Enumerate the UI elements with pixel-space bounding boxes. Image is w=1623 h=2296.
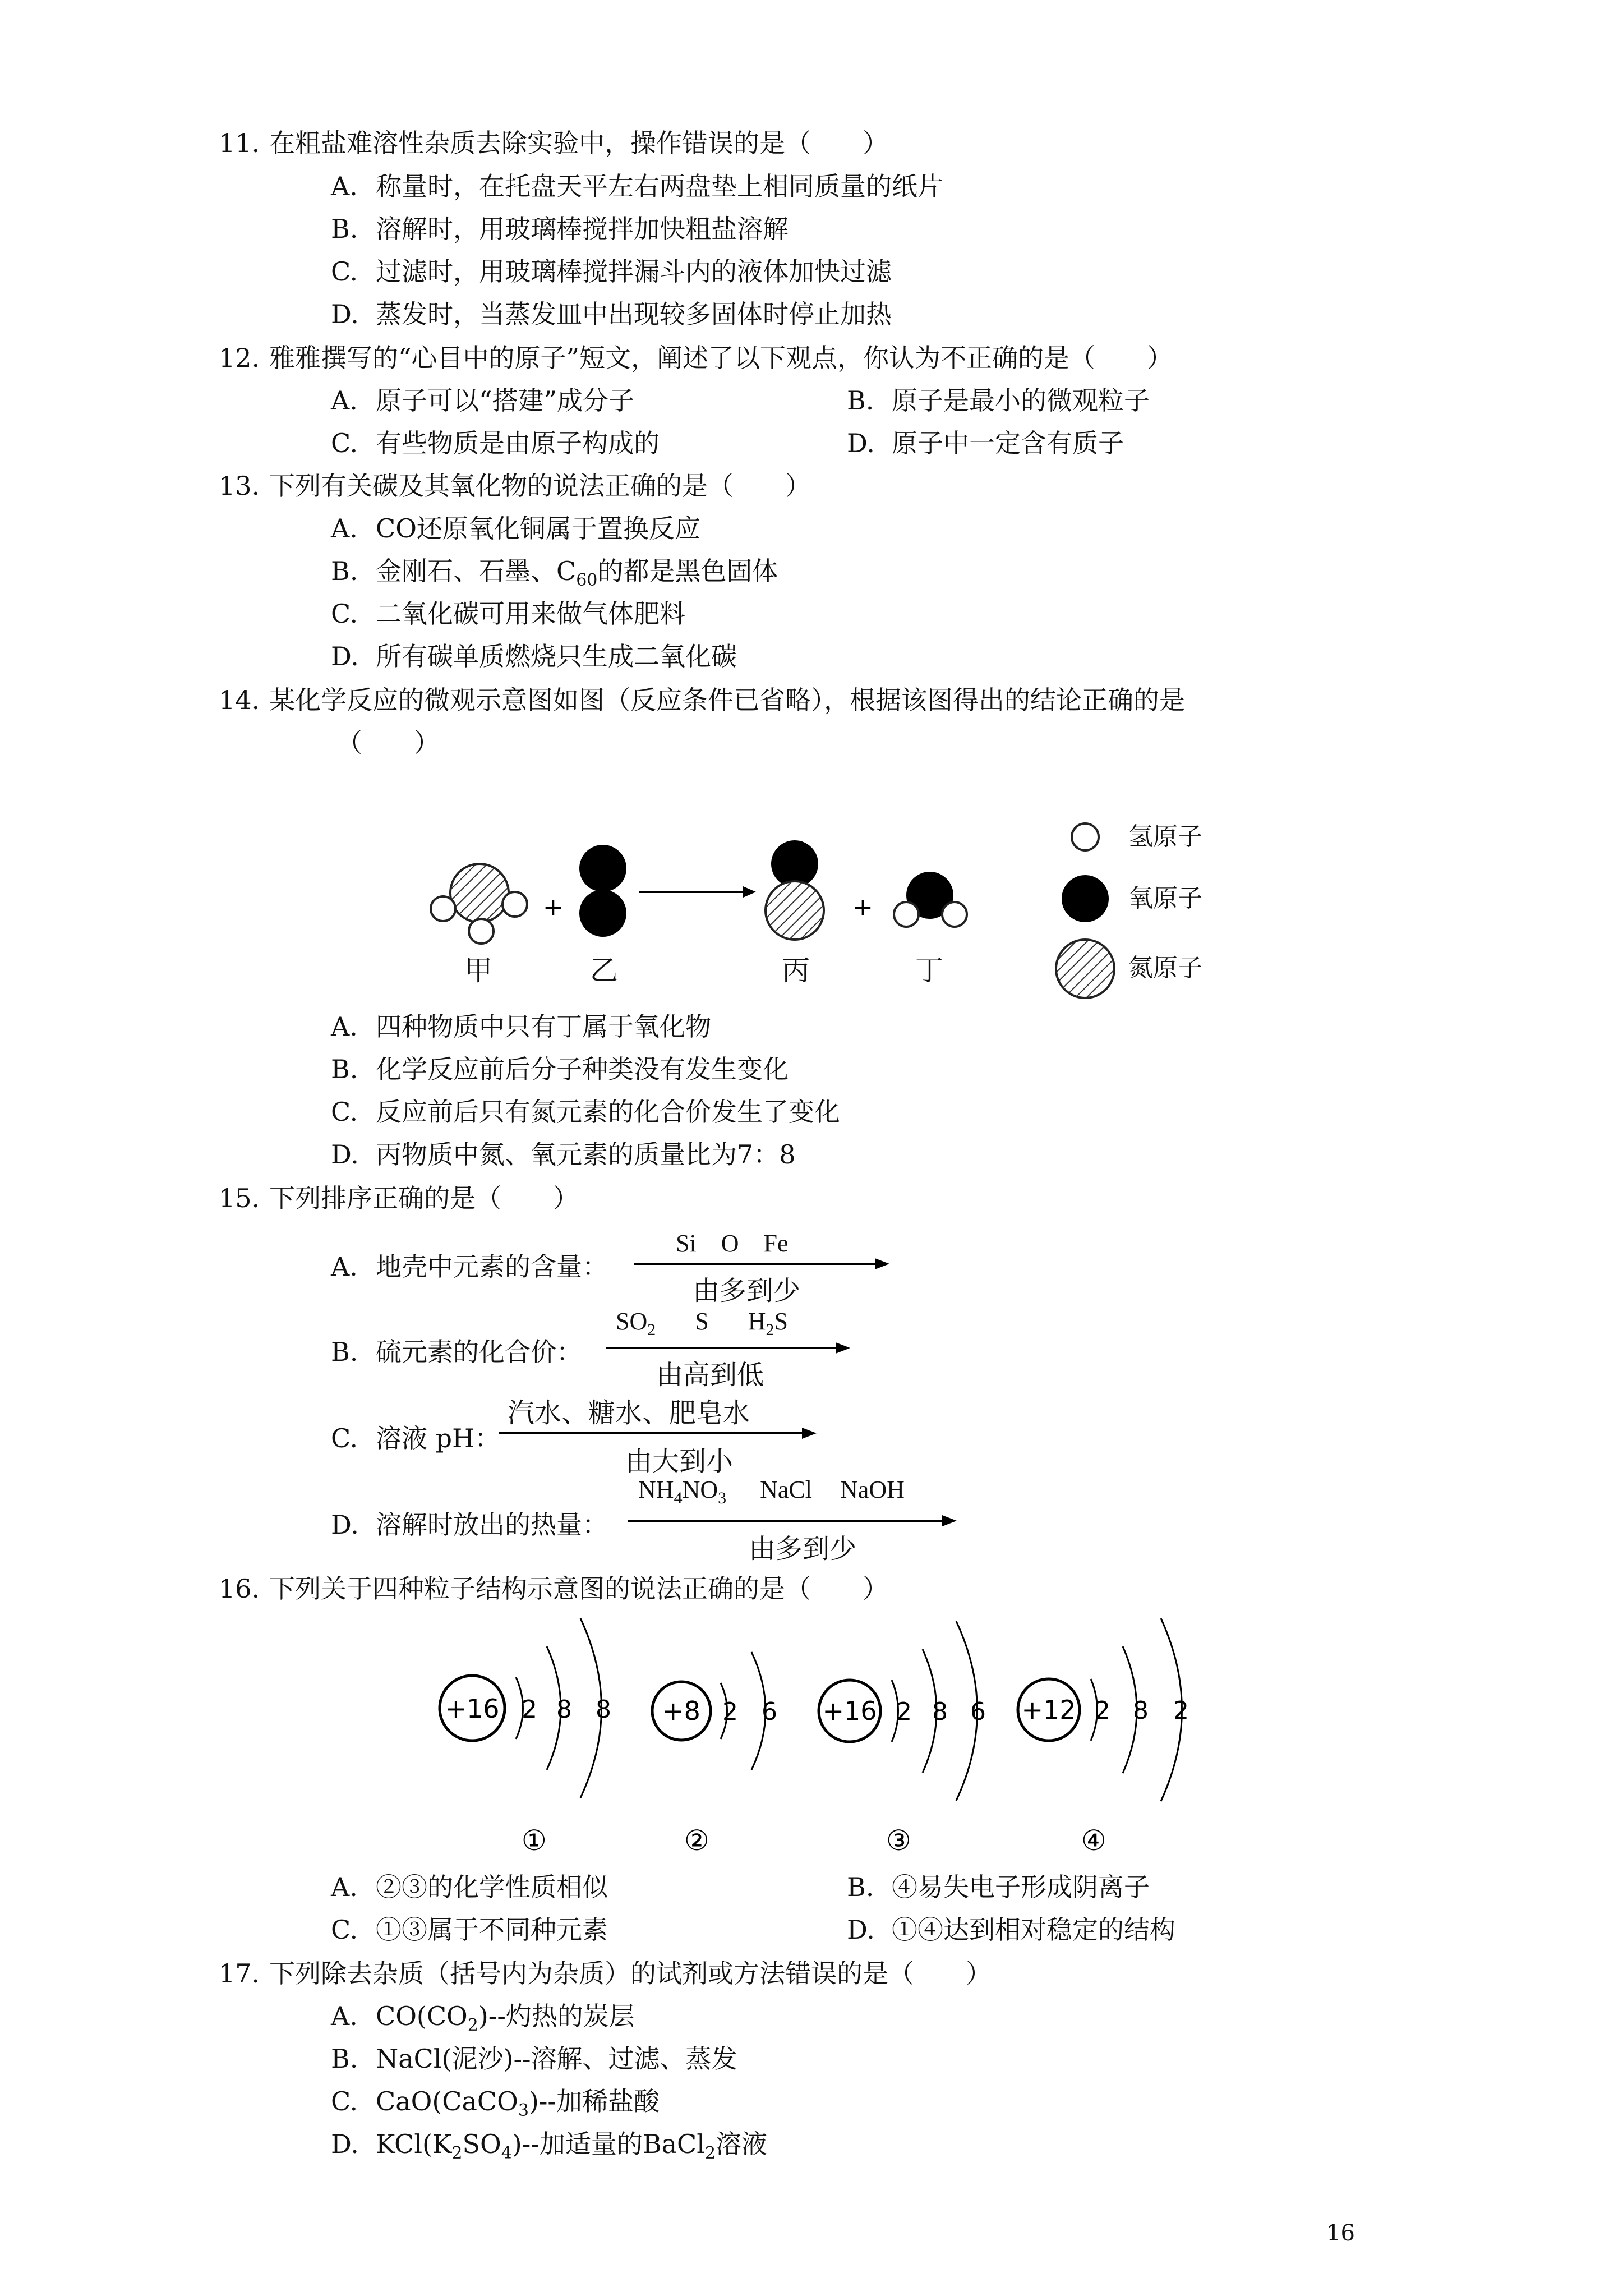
arrow-top-text: Si O Fe xyxy=(676,1230,789,1257)
hydrogen-atom xyxy=(502,892,527,917)
label-yi: 乙 xyxy=(590,954,618,987)
atom-label: ④ xyxy=(1081,1824,1106,1857)
question-number: 12. xyxy=(219,343,260,373)
option-b: B. 硫元素的化合价： xyxy=(331,1337,582,1367)
question-stem: 下列有关碳及其氧化物的说法正确的是（ ） xyxy=(269,471,811,501)
electron-count: 8 xyxy=(1133,1696,1149,1725)
option-b: B. ④易失电子形成阴离子 xyxy=(847,1872,1150,1902)
arrow-bottom-text: 由多到少 xyxy=(749,1533,857,1565)
question-17 xyxy=(219,1957,992,1990)
option-c: C. ①③属于不同种元素 xyxy=(331,1915,608,1945)
label-bing: 丙 xyxy=(782,954,810,987)
electron-count: 2 xyxy=(1095,1696,1110,1725)
arrow-bottom-text: 由高到低 xyxy=(656,1359,764,1391)
option-a: A. CO还原氧化铜属于置换反应 xyxy=(331,513,700,544)
arrow-head xyxy=(743,886,756,898)
question-number: 15. xyxy=(219,1183,260,1213)
atom-structure-diagrams xyxy=(415,1599,1234,1857)
question-13 xyxy=(219,469,811,503)
hydrogen-atom xyxy=(469,919,494,944)
option-c: C. 溶液 pH： xyxy=(331,1423,501,1453)
arrow-bottom-text: 由大到小 xyxy=(625,1446,734,1477)
option-a: A. 四种物质中只有丁属于氧化物 xyxy=(331,1011,711,1042)
question-stem: 在粗盐难溶性杂质去除实验中，操作错误的是（ ） xyxy=(269,128,888,158)
question-12 xyxy=(219,341,1173,375)
legend-oxygen-icon xyxy=(1062,875,1109,922)
legend-hydrogen-label: 氢原子 xyxy=(1128,822,1202,851)
option-a: A. 原子可以“搭建”成分子 xyxy=(331,385,635,416)
option-b: B. 化学反应前后分子种类没有发生变化 xyxy=(331,1054,789,1084)
molecule-bing xyxy=(766,840,824,940)
legend-oxygen-label: 氧原子 xyxy=(1128,884,1202,913)
nucleus-charge: +16 xyxy=(822,1696,877,1726)
arrow-top-text: $NH_4NO_3$ NaCl NaOH xyxy=(638,1476,905,1507)
molecule-yi xyxy=(579,845,626,937)
question-stem: 下列除去杂质（括号内为杂质）的试剂或方法错误的是（ ） xyxy=(269,1958,992,1989)
question-14-brackets: （ ） xyxy=(336,728,440,758)
option-c: C. 过滤时，用玻璃棒搅拌漏斗内的液体加快过滤 xyxy=(331,256,892,287)
molecule-jia xyxy=(431,864,527,944)
question-number: 13. xyxy=(219,471,260,501)
electron-count: 6 xyxy=(762,1697,777,1726)
electron-count: 6 xyxy=(970,1697,986,1726)
option-d: D. ①④达到相对稳定的结构 xyxy=(847,1915,1175,1945)
option-b: B. 溶解时，用玻璃棒搅拌加快粗盐溶解 xyxy=(331,214,789,244)
option-a: A. 地壳中元素的含量： xyxy=(331,1251,608,1282)
atom-label: ② xyxy=(684,1824,709,1857)
atom-structure-4 xyxy=(1018,1618,1189,1857)
electron-count: 2 xyxy=(722,1697,738,1726)
molecule-ding xyxy=(894,872,967,927)
arrow-top-text: $SO_2$ S $H_2S$ xyxy=(616,1308,788,1339)
option-d: D. 溶解时放出的热量： xyxy=(331,1510,608,1540)
nucleus-charge: +16 xyxy=(445,1694,500,1724)
option-d: D. 蒸发时，当蒸发皿中出现较多固体时停止加热 xyxy=(331,299,892,329)
label-jia: 甲 xyxy=(464,954,492,987)
option-b: B. 原子是最小的微观粒子 xyxy=(847,385,1150,416)
question-stem: 下列排序正确的是（ ） xyxy=(269,1183,579,1213)
question-14 xyxy=(219,683,1185,717)
electron-count: 8 xyxy=(556,1695,572,1724)
legend-hydrogen-icon xyxy=(1072,823,1099,850)
option-c: C. 有些物质是由原子构成的 xyxy=(331,428,660,458)
option-d: D. $KCl(K_2SO_4)--$加适量的BaCl$_2$溶液 xyxy=(331,2129,768,2163)
option-c: C. 二氧化碳可用来做气体肥料 xyxy=(331,599,685,629)
legend-nitrogen-label: 氮原子 xyxy=(1128,954,1202,982)
question-11 xyxy=(219,126,888,160)
option-a: A. $CO(CO_2)--$灼热的炭层 xyxy=(331,2001,635,2035)
page-number: 16 xyxy=(1326,2220,1355,2246)
option-c: C. 反应前后只有氮元素的化合价发生了变化 xyxy=(331,1097,840,1127)
atom-structure-1 xyxy=(440,1618,611,1857)
hydrogen-atom xyxy=(894,902,919,927)
question-number: 11. xyxy=(219,128,260,158)
atom-label: ① xyxy=(522,1824,547,1857)
legend-nitrogen-icon xyxy=(1056,940,1114,998)
question-number: 14. xyxy=(219,685,260,715)
option-a: A. 称量时，在托盘天平左右两盘垫上相同质量的纸片 xyxy=(331,171,943,201)
electron-count: 8 xyxy=(932,1697,948,1726)
atom-label: ③ xyxy=(886,1824,911,1857)
question-number: 16. xyxy=(219,1573,260,1604)
question-stem: 某化学反应的微观示意图如图（反应条件已省略），根据该图得出的结论正确的是 xyxy=(269,685,1185,715)
option-c: C. CaO(CaCO$_3$)--加稀盐酸 xyxy=(331,2086,660,2120)
atom-structure-3 xyxy=(819,1621,986,1857)
oxygen-atom xyxy=(579,890,626,937)
nucleus-charge: +12 xyxy=(1021,1695,1076,1725)
atom-structure-2 xyxy=(652,1652,777,1857)
option-d: D. 所有碳单质燃烧只生成二氧化碳 xyxy=(331,641,737,671)
arrow-bottom-text: 由多到少 xyxy=(693,1275,801,1306)
electron-count: 2 xyxy=(896,1697,912,1726)
question-stem: 雅雅撰写的“心目中的原子”短文，阐述了以下观点，你认为不正确的是（ ） xyxy=(269,343,1173,373)
electron-count: 2 xyxy=(1173,1696,1189,1725)
question-number: 17. xyxy=(219,1958,260,1989)
question-stem: 下列关于四种粒子结构示意图的说法正确的是（ ） xyxy=(269,1573,888,1604)
nitrogen-atom xyxy=(766,881,824,940)
nucleus-charge: +8 xyxy=(662,1696,700,1726)
option-d: D. 原子中一定含有质子 xyxy=(847,428,1124,458)
electron-count: 2 xyxy=(522,1695,537,1724)
option-b: B. NaCl(泥沙)--溶解、过滤、蒸发 xyxy=(331,2044,737,2074)
question-15 xyxy=(219,1181,579,1215)
hydrogen-atom xyxy=(942,902,967,927)
plus-sign: + xyxy=(543,893,564,922)
option-b: B. 金刚石、石墨、$C_{60}$的都是黑色固体 xyxy=(331,556,778,590)
reaction-diagram xyxy=(415,802,1234,1004)
nitrogen-atom xyxy=(450,864,509,922)
option-d: D. 丙物质中氮、氧元素的质量比为7：8 xyxy=(331,1139,796,1170)
hydrogen-atom xyxy=(431,896,455,921)
oxygen-atom xyxy=(579,845,626,892)
plus-sign: + xyxy=(852,893,873,922)
label-ding: 丁 xyxy=(915,954,943,987)
electron-count: 8 xyxy=(596,1695,611,1724)
option-a: A. ②③的化学性质相似 xyxy=(331,1872,608,1902)
arrow-top-text: 汽水、糖水、肥皂水 xyxy=(508,1397,750,1429)
